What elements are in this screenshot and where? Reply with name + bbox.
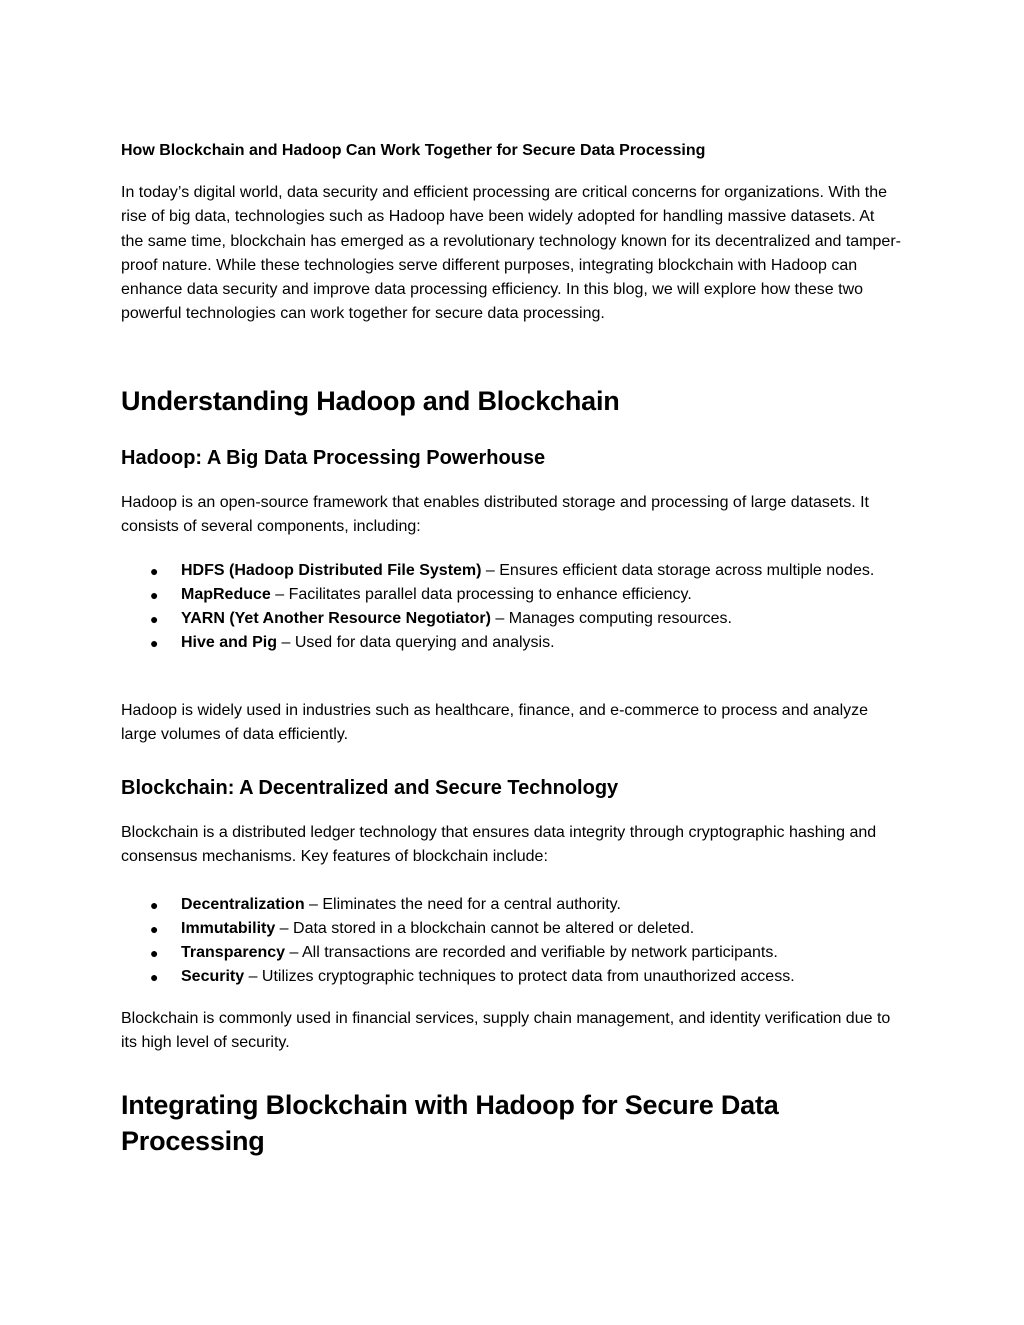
bullet-icon: ● <box>150 969 159 985</box>
list-item-description: – Utilizes cryptographic techniques to protect data from unauthorized access. <box>244 968 795 985</box>
bullet-icon: ● <box>150 587 159 603</box>
document-title: How Blockchain and Hadoop Can Work Together for Secure Data Processing <box>121 142 706 159</box>
list-item-term: HDFS (Hadoop Distributed File System) <box>181 562 482 579</box>
bullet-icon: ● <box>150 897 159 913</box>
bullet-icon: ● <box>150 921 159 937</box>
list-item-description: – Used for data querying and analysis. <box>277 634 555 651</box>
subheading-hadoop: Hadoop: A Big Data Processing Powerhouse <box>121 447 546 469</box>
list-item <box>150 917 890 941</box>
list-item <box>150 607 890 631</box>
list-item-term: Hive and Pig <box>181 634 278 651</box>
hadoop-paragraph: Hadoop is an open-source framework that enables distributed storage and processing of large datasets. It consists of several components, including: <box>121 494 869 536</box>
list-item <box>150 893 890 917</box>
blockchain-closing-paragraph: Blockchain is commonly used in financial services, supply chain management, and identity verification due to its high level of security. <box>121 1010 891 1052</box>
list-item-term: Decentralization <box>181 896 305 913</box>
list-item-description: – Manages computing resources. <box>490 610 732 627</box>
bullet-icon: ● <box>150 945 159 961</box>
list-item <box>150 631 890 655</box>
intro-paragraph: In today’s digital world, data security and efficient processing are critical concerns for organizations. With the rise of big data, technologies such as Hadoop have been widely adopted for handling massive datasets. At the same time, blockchain has emerged as a revolutionary technology known for its decentralized and tamper-proof nature. While these technologies serve different purposes, integrating blockchain with Hadoop can enhance data security and improve data processing efficiency. In this blog, we will explore how these two powerful technologies can work together for secure data processing. <box>121 184 901 323</box>
hadoop-closing-paragraph: Hadoop is widely used in industries such as healthcare, finance, and e-commerce to process and analyze large volumes of data efficiently. <box>121 702 869 744</box>
list-item-description: – Data stored in a blockchain cannot be altered or deleted. <box>275 920 695 937</box>
blockchain-features-list <box>150 893 890 989</box>
list-item-term: Security <box>181 968 245 985</box>
list-item-term: Transparency <box>181 944 286 961</box>
list-item-description: – Eliminates the need for a central authority. <box>304 896 621 913</box>
list-item <box>150 583 890 607</box>
bullet-icon: ● <box>150 611 159 627</box>
list-item <box>150 965 890 989</box>
bullet-icon: ● <box>150 635 159 651</box>
section-heading-understanding: Understanding Hadoop and Blockchain <box>121 386 620 416</box>
list-item-term: Immutability <box>181 920 276 937</box>
list-item <box>150 559 890 583</box>
hadoop-components-list <box>150 559 890 655</box>
list-item <box>150 941 890 965</box>
list-item-description: – All transactions are recorded and verifiable by network participants. <box>285 944 778 961</box>
subheading-blockchain: Blockchain: A Decentralized and Secure Technology <box>121 777 619 799</box>
section-heading-integrating: Integrating Blockchain with Hadoop for Secure Data Processing <box>121 1090 779 1156</box>
list-item-term: MapReduce <box>181 586 271 603</box>
list-item-description: – Ensures efficient data storage across multiple nodes. <box>481 562 875 579</box>
list-item-term: YARN (Yet Another Resource Negotiator) <box>181 610 491 627</box>
bullet-icon: ● <box>150 563 159 579</box>
list-item-description: – Facilitates parallel data processing to enhance efficiency. <box>270 586 692 603</box>
blockchain-paragraph: Blockchain is a distributed ledger technology that ensures data integrity through cryptographic hashing and consensus mechanisms. Key features of blockchain include: <box>121 824 877 866</box>
